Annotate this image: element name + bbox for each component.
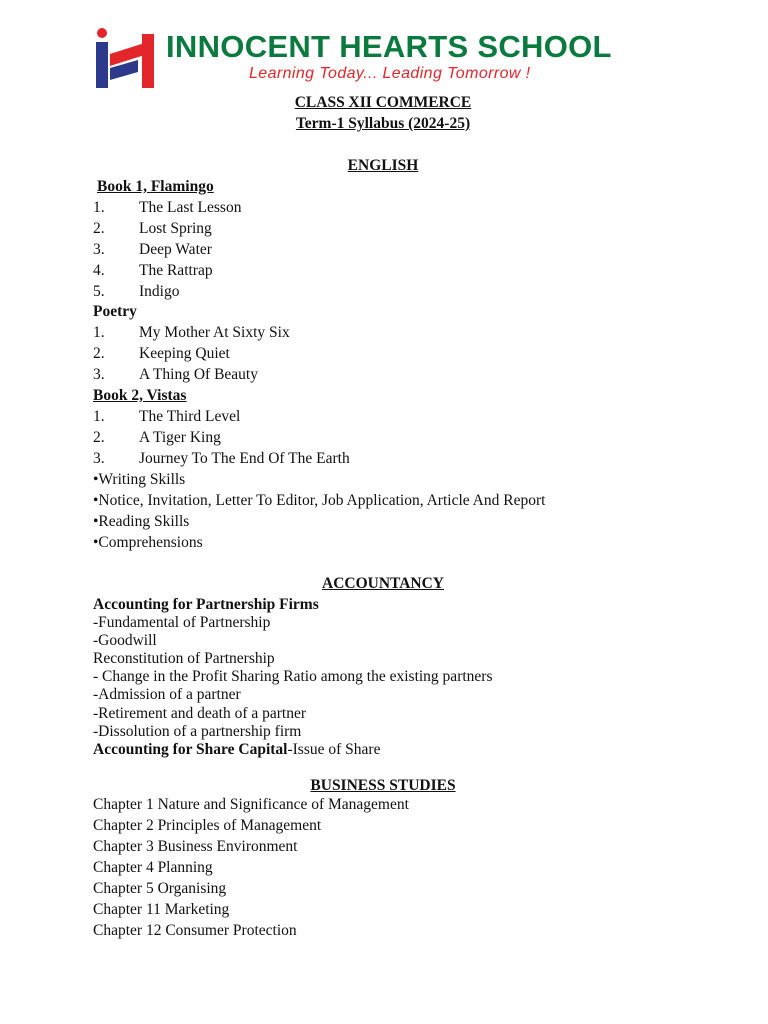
book2-item-num: 2.	[93, 429, 105, 446]
accountancy-line: -Admission of a partner	[93, 686, 241, 703]
english-bullet: •Writing Skills	[93, 471, 186, 488]
accountancy-line: -Retirement and death of a partner	[93, 705, 307, 722]
book1-item-num: 2.	[93, 220, 105, 237]
poetry-item: Keeping Quiet	[139, 345, 230, 362]
logo-red-right	[142, 34, 154, 88]
book1-item: Lost Spring	[139, 220, 212, 237]
bst-chapter: Chapter 2 Principles of Management	[93, 817, 322, 834]
logo-left-bar	[96, 42, 108, 88]
poetry-item-num: 2.	[93, 345, 105, 362]
share-capital-topic: -Issue of Share	[287, 741, 381, 758]
book1-item-num: 1.	[93, 199, 105, 216]
book1-item-num: 3.	[93, 241, 105, 258]
book2-item: The Third Level	[139, 408, 241, 425]
book1-item: The Rattrap	[139, 262, 213, 279]
accountancy-line: -Dissolution of a partnership firm	[93, 723, 302, 740]
accountancy-line: -Fundamental of Partnership	[93, 614, 271, 631]
book1-item-num: 5.	[93, 283, 105, 300]
bst-chapter: Chapter 4 Planning	[93, 859, 213, 876]
poetry-item: A Thing Of Beauty	[139, 366, 258, 383]
accountancy-line: Reconstitution of Partnership	[93, 650, 275, 667]
bst-chapter: Chapter 12 Consumer Protection	[93, 922, 297, 939]
bst-chapter: Chapter 11 Marketing	[93, 901, 230, 918]
bst-chapter: Chapter 1 Nature and Significance of Management	[93, 796, 409, 813]
school-header	[0, 0, 768, 96]
partnership-title: Accounting for Partnership Firms	[93, 596, 319, 613]
english-bullet: •Notice, Invitation, Letter To Editor, Job Application, Article And Report	[93, 492, 546, 509]
accountancy-line: -Goodwill	[93, 632, 157, 649]
bst-chapter: Chapter 3 Business Environment	[93, 838, 298, 855]
term-title: Term-1 Syllabus (2024-25)	[295, 115, 471, 132]
english-bullet: •Reading Skills	[93, 513, 190, 530]
book1-item-num: 4.	[93, 262, 105, 279]
book1-item: Indigo	[139, 283, 180, 300]
book2-item: A Tiger King	[139, 429, 221, 446]
book1-title: Book 1, Flamingo	[97, 178, 214, 195]
book2-item-num: 1.	[93, 408, 105, 425]
logo-red-dot	[97, 28, 107, 38]
book2-item-num: 3.	[93, 450, 105, 467]
share-capital-title: Accounting for Share Capital	[93, 741, 288, 758]
book1-item: The Last Lesson	[139, 199, 242, 216]
poetry-item-num: 1.	[93, 324, 105, 341]
book1-item: Deep Water	[139, 241, 212, 258]
business-studies-heading: BUSINESS STUDIES	[310, 777, 456, 794]
accountancy-line: - Change in the Profit Sharing Ratio among the existing partners	[93, 668, 493, 685]
english-heading: ENGLISH	[347, 157, 419, 174]
poetry-item: My Mother At Sixty Six	[139, 324, 290, 341]
bst-chapter: Chapter 5 Organising	[93, 880, 227, 897]
book2-title: Book 2, Vistas	[93, 387, 187, 404]
poetry-title: Poetry	[93, 303, 137, 320]
accountancy-heading: ACCOUNTANCY	[322, 575, 444, 592]
school-tagline: Learning Today... Leading Tomorrow !	[249, 65, 531, 82]
school-logo	[94, 28, 156, 88]
class-title: CLASS XII COMMERCE	[294, 94, 472, 111]
school-name: INNOCENT HEARTS SCHOOL	[166, 29, 612, 64]
share-capital-line	[93, 740, 380, 760]
book2-item: Journey To The End Of The Earth	[139, 450, 350, 467]
english-bullet: •Comprehensions	[93, 534, 203, 551]
poetry-item-num: 3.	[93, 366, 105, 383]
